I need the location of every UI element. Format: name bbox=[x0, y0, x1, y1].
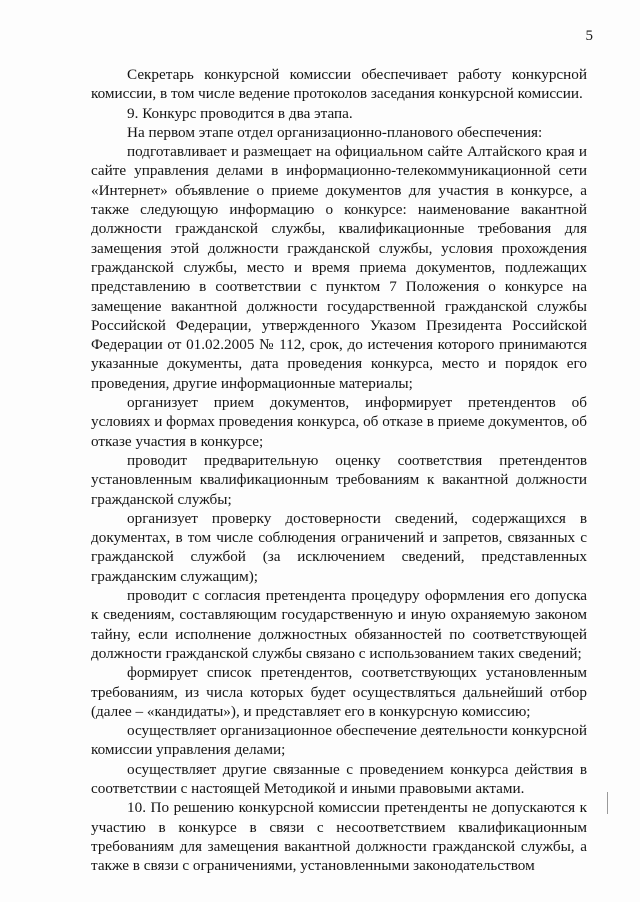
paragraph-item-9: 9. Конкурс проводится в два этапа. bbox=[127, 104, 353, 122]
paragraph-other-actions: осуществляет другие связанные с проведением конкурса действия в соответствии с настоящей Методикой и иными правовыми актами. bbox=[91, 760, 587, 797]
paragraph-organizes-reception: организует прием документов, информирует претендентов об условиях и формах проведения конкурса, об отказе в приеме документов, об отказе участия в конкурсе; bbox=[91, 394, 587, 450]
page-number: 5 bbox=[585, 28, 593, 44]
scan-artifact-mark bbox=[607, 792, 608, 814]
paragraph-organizational-support: осуществляет организационное обеспечение деятельности конкурсной комиссии управления делами; bbox=[91, 722, 587, 759]
paragraph-candidate-list: формирует список претендентов, соответствующих установленным требованиям, из числа которых будет осуществляться дальнейший отбор (далее – «кандидаты»), и представляет его в конкурсную комиссию; bbox=[91, 664, 587, 720]
paragraph-item-10: 10. По решению конкурсной комиссии претенденты не допускаются к участию в конкурсе в связи с несоответствием квалификационным требованиям для замещения вакантной должности гражданской службы, а также в связи с ограничениями, установленными законодательством bbox=[91, 799, 587, 875]
paragraph-clearance: проводит с согласия претендента процедуру оформления его допуска к сведениям, составляющим государственную и иную охраняемую законом тайну, если исполнение должностных обязанностей по соответствующей должности гражданской службы связано с использованием таких сведений; bbox=[91, 587, 587, 662]
paragraph-secretary: Секретарь конкурсной комиссии обеспечивает работу конкурсной комиссии, в том числе ведение протоколов заседания конкурсной комиссии. bbox=[91, 66, 587, 103]
paragraph-verification: организует проверку достоверности сведений, содержащихся в документах, в том числе соблюдения ограничений и запретов, связанных с гражданской службой (за исключением сведений, представленных гражданским служащим); bbox=[91, 509, 587, 585]
paragraph-prepares-publishes: подготавливает и размещает на официальном сайте Алтайского края и сайте управления делами в информационно-телекоммуникационной сети «Интернет» объявление о приеме документов для участия в конкурсе, а также следующую информацию о конкурсе: наименование вакантной должности гражданской службы, квалификационные требования для замещения этой должности гражданской службы, условия прохождения гражданской службы, место и время приема документов, подлежащих представлению в соответствии с пунктом 7 Положения о конкурсе на замещение вакантной должности государственной гражданской службы Российской Федерации, утвержденного Указом Президента Российской Федерации от 01.02.2005 № 112, срок, до истечения которого принимаются указанные документы, дата проведения конкурса, место и порядок его проведения, другие информационные материалы; bbox=[91, 143, 587, 392]
document-body bbox=[91, 65, 587, 875]
paragraph-first-stage: На первом этапе отдел организационно-планового обеспечения: bbox=[127, 123, 543, 141]
paragraph-preliminary-assessment: проводит предварительную оценку соответствия претендентов установленным квалификационным требованиям к вакантной должности гражданской службы; bbox=[91, 451, 587, 508]
